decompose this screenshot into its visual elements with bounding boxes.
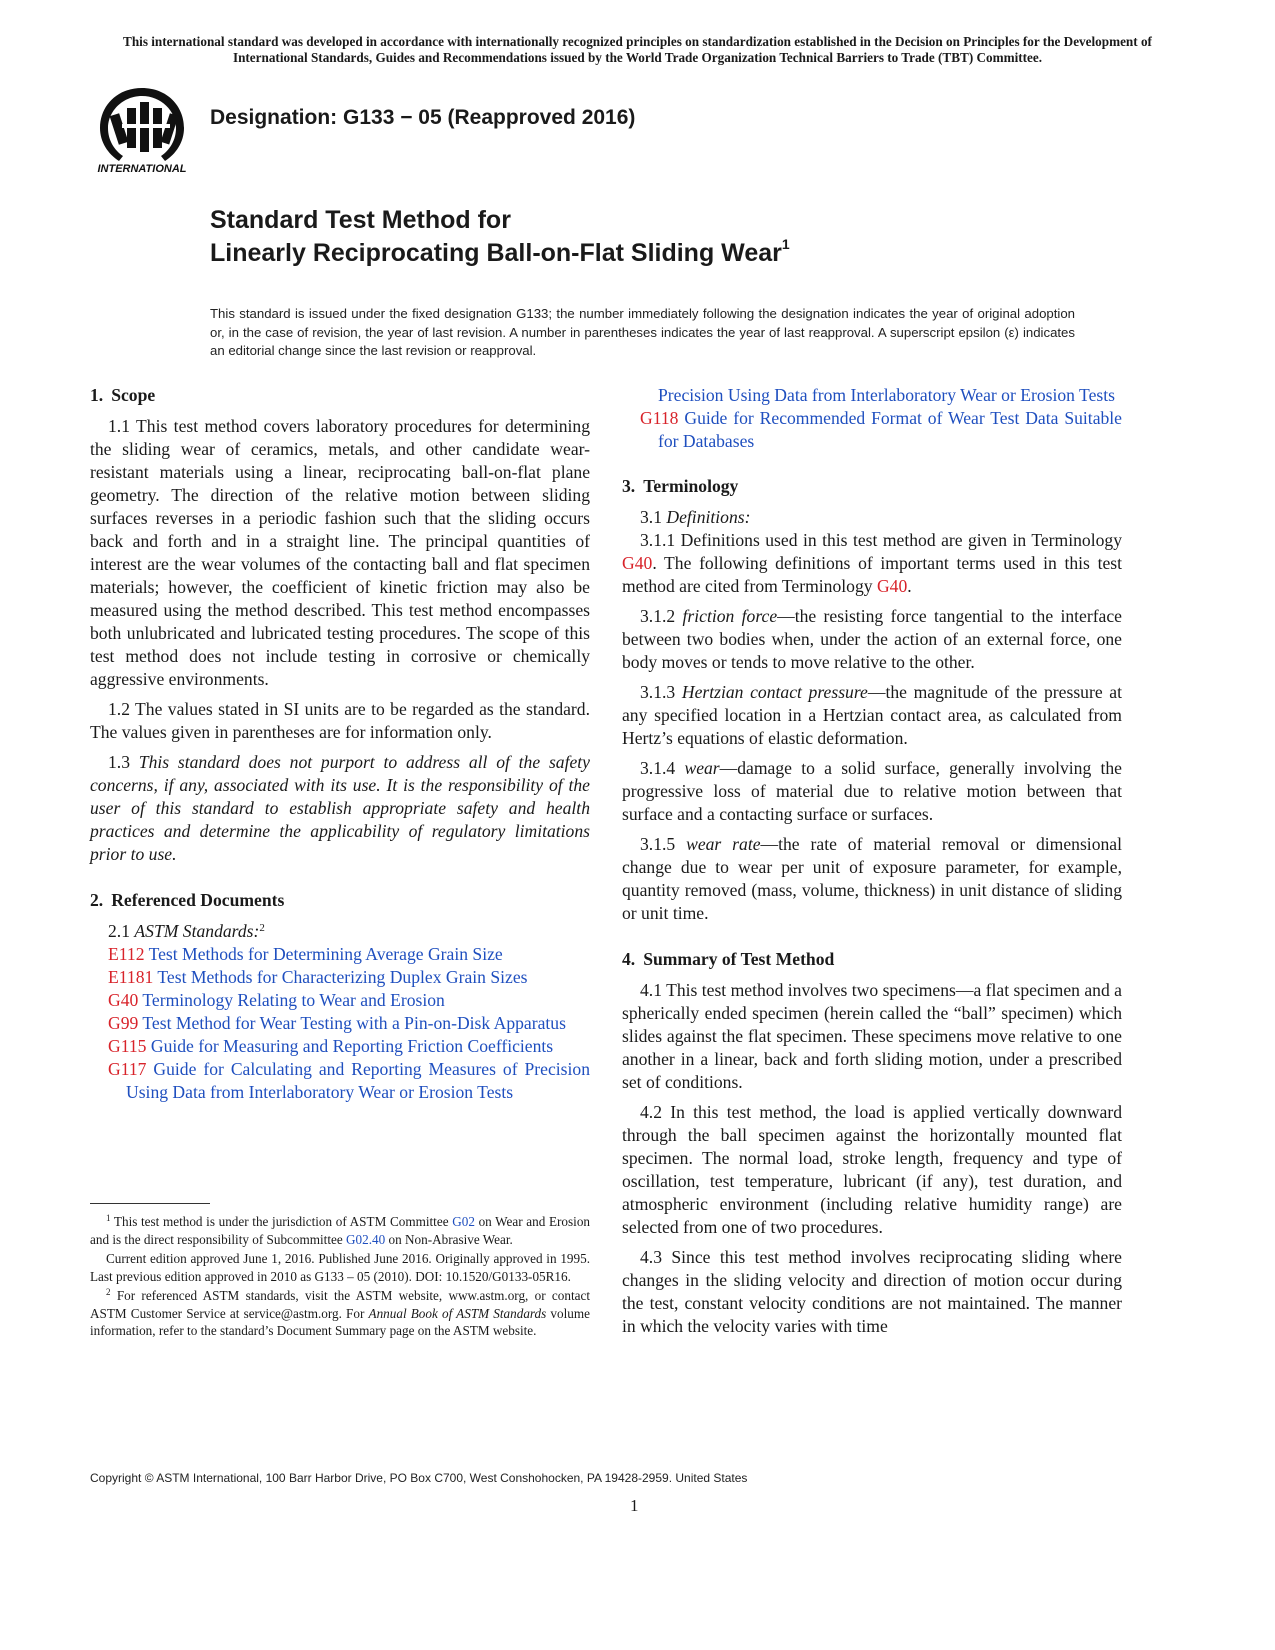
section-heading-references: 2. Referenced Documents bbox=[90, 890, 285, 910]
right-column bbox=[622, 384, 1122, 1345]
footnotes bbox=[90, 1213, 590, 1342]
designation: Designation: G133 − 05 (Reapproved 2016) bbox=[210, 106, 636, 129]
para-3-1: 3.1 Definitions: bbox=[640, 507, 751, 527]
logo-sub: INTERNATIONAL bbox=[97, 163, 187, 175]
title-footnote-mark[interactable]: 1 bbox=[781, 236, 790, 252]
left-column bbox=[90, 384, 590, 1104]
para-1-3: 1.3 This standard does not purport to address all of the safety concerns, if any, associated with its use. It is the responsibility of the user of this standard to establish appropriate safety and health practices and determine the applicability of regulatory limitations prior to use. bbox=[90, 752, 590, 864]
para-3-1-1: 3.1.1 Definitions used in this test method are given in Terminology G40. The following definitions of important terms used in this test method are cited from Terminology G40. bbox=[622, 530, 1122, 596]
reference-item-g118[interactable]: G118 Guide for Recommended Format of Wear Test Data Suitable for Databases bbox=[640, 408, 1122, 451]
section-heading-terminology: 3. Terminology bbox=[622, 476, 739, 496]
footnote-1: $^1$ This test method is under the jurisdiction of ASTM Committee G02 on Wear and Erosion and is the direct responsibility of Subcommittee G02.40 on Non-Abrasive Wear. bbox=[90, 1213, 591, 1247]
para-3-1-4: 3.1.4 wear—damage to a solid surface, generally involving the progressive loss of material due to relative motion between that surface and a contacting surface or surfaces. bbox=[622, 758, 1122, 824]
link-g40[interactable]: G40 bbox=[622, 553, 653, 573]
section-heading-summary: 4. Summary of Test Method bbox=[622, 949, 835, 969]
reference-item-e1181[interactable]: E1181 Test Methods for Characterizing Duplex Grain Sizes bbox=[108, 967, 528, 987]
reference-item-g115[interactable]: G115 Guide for Measuring and Reporting Friction Coefficients bbox=[108, 1036, 554, 1056]
footnote-divider bbox=[90, 1203, 210, 1204]
reference-item-g99[interactable]: G99 Test Method for Wear Testing with a Pin-on-Disk Apparatus bbox=[108, 1013, 566, 1033]
issuance-statement: This standard is issued under the fixed designation G133; the number immediately following the designation indicates the year of original adoption or, in the case of revision, the year of last revision. A number in parentheses indicates the year of last reapproval. A superscript epsilon (ε) indicates an editorial change since the last revision or reapproval. bbox=[210, 306, 1075, 358]
para-3-1-2: 3.1.2 friction force—the resisting force tangential to the interface between two bodies when, under the action of an external force, one body moves or tends to move relative to the other. bbox=[622, 606, 1122, 672]
para-4-1: 4.1 This test method involves two specimens—a flat specimen and a spherically ended specimen (herein called the “ball” specimen) which slides against the flat specimen. These specimens move relative to one another in a linear, back and forth sliding motion, under a prescribed set of conditions. bbox=[622, 980, 1122, 1092]
link-g02[interactable]: G02 bbox=[452, 1214, 475, 1229]
para-1-1: 1.1 This test method covers laboratory procedures for determining the sliding wear of ceramics, metals, and other candidate wear-resistant materials using a linear, reciprocating ball-on-flat plane geometry. The direction of the relative motion between sliding surfaces reverses in a periodic fashion such that the sliding occurs back and forth and in a straight line. The principal quantities of interest are the wear volumes of the contacting ball and flat specimen materials; however, the coefficient of kinetic friction may also be measured using the method described. This test method encompasses both unlubricated and lubricated testing procedures. The scope of this test method does not include testing in corrosive or chemically aggressive environments. bbox=[90, 416, 590, 689]
link-g40-2[interactable]: G40 bbox=[876, 576, 908, 596]
reference-list-continued bbox=[622, 384, 1122, 453]
document-title bbox=[210, 204, 790, 270]
title-main: Linearly Reciprocating Ball-on-Flat Sliding Wear bbox=[210, 239, 782, 267]
para-4-2: 4.2 In this test method, the load is applied vertically downward through the ball specimen against the horizontally mounted flat specimen. The normal load, stroke length, frequency and type of oscillation, test temperature, lubricant (if any), test duration, and atmospheric environment (including relative humidity range) are selected from one of two procedures. bbox=[622, 1102, 1122, 1237]
reference-list bbox=[90, 943, 590, 1104]
reference-item-g117-cont[interactable]: Precision Using Data from Interlaboratory Wear or Erosion Tests bbox=[658, 385, 1115, 405]
reference-item-e112[interactable]: E112 Test Methods for Determining Average Grain Size bbox=[108, 944, 503, 964]
para-3-1-5: 3.1.5 wear rate—the rate of material removal or dimensional change due to wear per unit of exposure parameter, for example, quantity removed (mass, volume, thickness) in unit distance of sliding or unit time. bbox=[622, 834, 1122, 923]
footnote-1-edition: Current edition approved June 1, 2016. Published June 2016. Originally approved in 1995. Last previous edition approved in 2010 as G133 – 05 (2010). DOI: 10.1520/G0133-05R16. bbox=[90, 1251, 590, 1284]
section-heading-scope: 1. Scope bbox=[90, 385, 156, 405]
para-1-2: 1.2 The values stated in SI units are to be regarded as the standard. The values given in parentheses are for information only. bbox=[90, 699, 590, 742]
footnote-2: $^2$ For referenced ASTM standards, visit the ASTM website, www.astm.org, or contact ASTM Customer Service at service@astm.org. For Annual Book of ASTM Standards volume information, refer to the standard’s Document Summary page on the ASTM website. bbox=[90, 1287, 591, 1338]
para-4-3: 4.3 Since this test method involves reciprocating sliding where changes in the sliding velocity and direction of motion occur during the test, constant velocity conditions are not maintained. The manner in which the velocity varies with time bbox=[622, 1247, 1122, 1336]
reference-item-g40[interactable]: G40 Terminology Relating to Wear and Erosion bbox=[108, 990, 445, 1010]
title-line-2 bbox=[210, 237, 790, 270]
para-3-1-3: 3.1.3 Hertzian contact pressure—the magnitude of the pressure at any specified location in a Hertzian contact area, as calculated from Hertz’s equations of elastic deformation. bbox=[622, 682, 1122, 748]
wto-notice: This international standard was developed in accordance with internationally recognized principles on standardization established in the Decision on Principles for the Development of International Standards, Guides and Recommendations issued by the World Trade Organization Technical Barriers to Trade (TBT) Committee. bbox=[123, 34, 1152, 65]
para-2-1: 2.1 ASTM Standards:$^2$ bbox=[108, 921, 265, 941]
copyright: Copyright © ASTM International, 100 Barr Harbor Drive, PO Box C700, West Conshohocken, PA 19428-2959. United States bbox=[90, 1471, 748, 1485]
title-line-1: Standard Test Method for bbox=[210, 206, 511, 234]
reference-item-g117[interactable]: G117 Guide for Calculating and Reporting Measures of Precision Using Data from Interlaboratory Wear or Erosion Tests bbox=[108, 1059, 590, 1102]
astm-logo-icon bbox=[92, 84, 192, 176]
page-number: 1 bbox=[630, 1496, 639, 1515]
link-g02-40[interactable]: G02.40 bbox=[346, 1231, 386, 1247]
